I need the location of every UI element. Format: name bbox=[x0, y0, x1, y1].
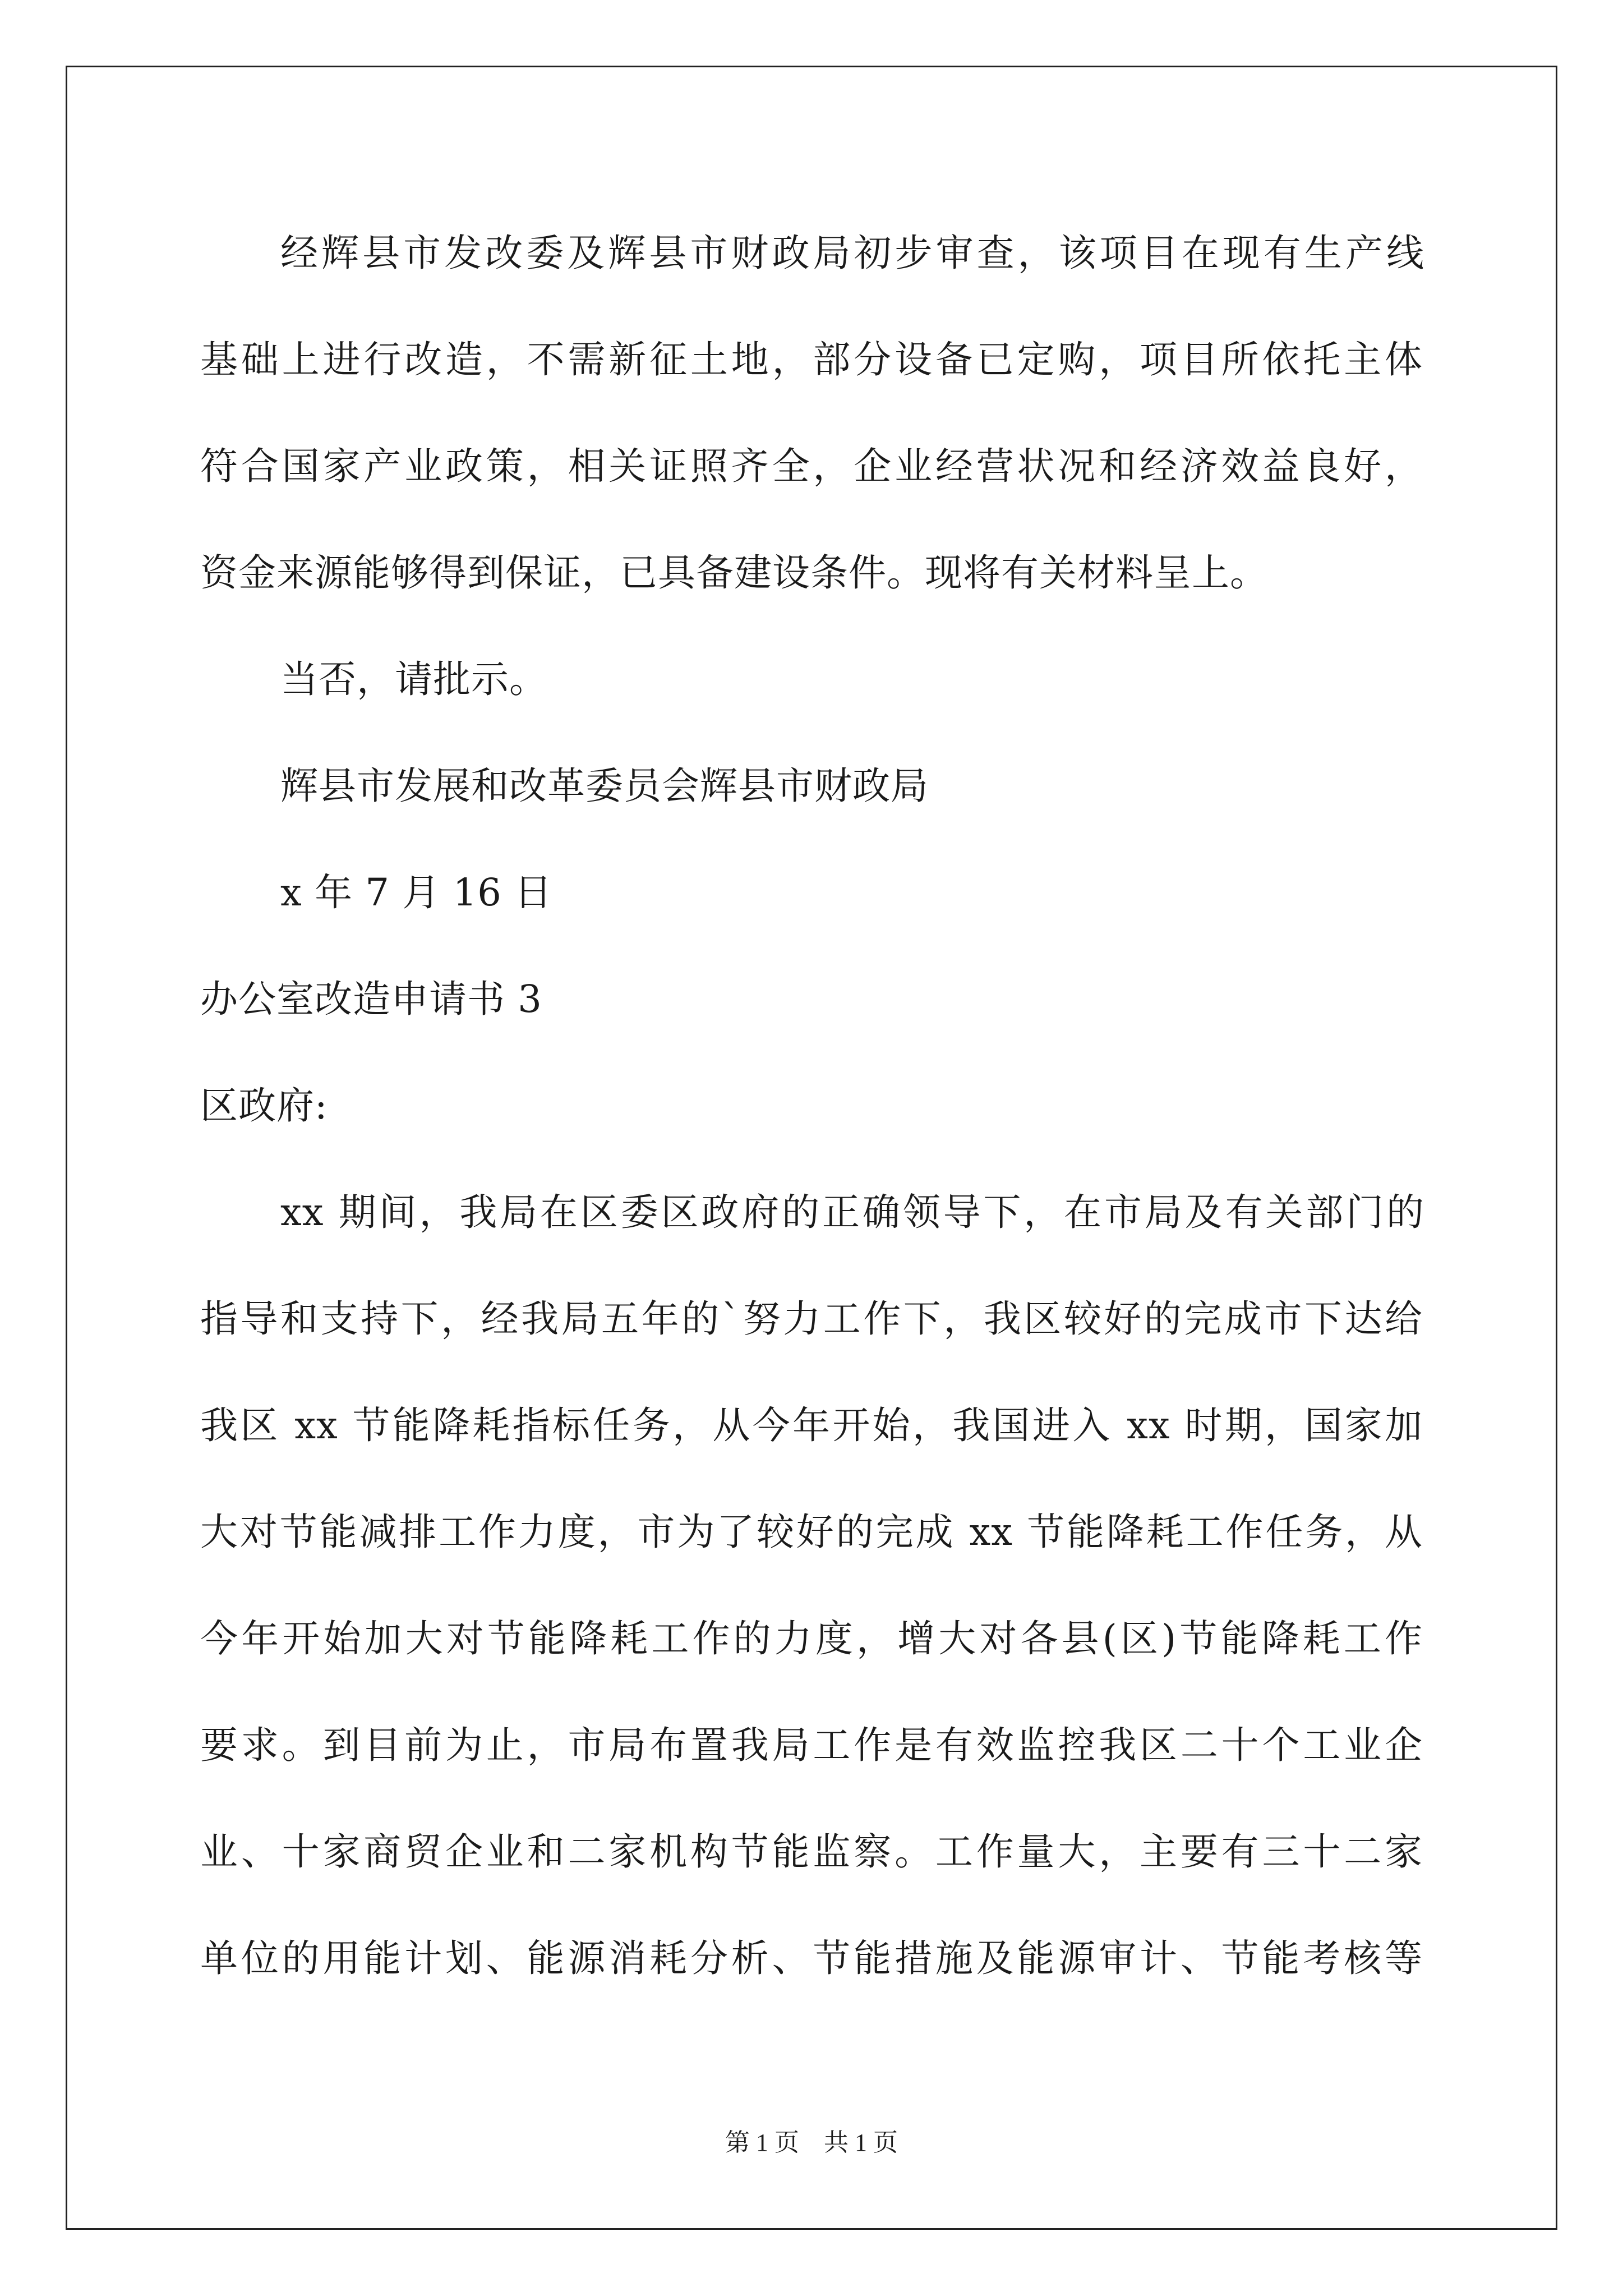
paragraph-line: 资金来源能够得到保证，已具备建设条件。现将有关材料呈上。 bbox=[200, 551, 1268, 595]
section-title: 办公室改造申请书 3 bbox=[200, 977, 542, 1021]
page-border bbox=[66, 66, 1557, 2230]
signature-line: 辉县市发展和改革委员会辉县市财政局 bbox=[280, 764, 929, 808]
paragraph-line: 单位的用能计划、能源消耗分析、节能措施及能源审计、节能考核等 bbox=[200, 1936, 1423, 1980]
paragraph-line: xx 期间，我局在区委区政府的正确领导下，在市局及有关部门的 bbox=[280, 1190, 1424, 1234]
paragraph-line: 指导和支持下，经我局五年的`努力工作下，我区较好的完成市下达给 bbox=[200, 1297, 1423, 1341]
paragraph-line: 经辉县市发改委及辉县市财政局初步审查，该项目在现有生产线 bbox=[280, 231, 1424, 275]
paragraph-line: 大对节能减排工作力度，市为了较好的完成 xx 节能降耗工作任务，从 bbox=[200, 1510, 1423, 1554]
paragraph-line: 今年开始加大对节能降耗工作的力度，增大对各县(区)节能降耗工作 bbox=[200, 1617, 1423, 1660]
addressee: 区政府: bbox=[200, 1084, 328, 1128]
closing-line: 当否，请批示。 bbox=[280, 657, 547, 701]
date-line: x 年 7 月 16 日 bbox=[280, 871, 553, 914]
paragraph-line: 符合国家产业政策，相关证照齐全，企业经营状况和经济效益良好， bbox=[200, 444, 1423, 488]
page-footer: 第 1 页 共 1 页 bbox=[725, 2129, 898, 2156]
paragraph-line: 基础上进行改造，不需新征土地，部分设备已定购，项目所依托主体 bbox=[200, 338, 1423, 381]
paragraph-line: 业、十家商贸企业和二家机构节能监察。工作量大，主要有三十二家 bbox=[200, 1830, 1423, 1874]
paragraph-line: 要求。到目前为止，市局布置我局工作是有效监控我区二十个工业企 bbox=[200, 1723, 1423, 1767]
paragraph-line: 我区 xx 节能降耗指标任务，从今年开始，我国进入 xx 时期，国家加 bbox=[200, 1404, 1423, 1447]
